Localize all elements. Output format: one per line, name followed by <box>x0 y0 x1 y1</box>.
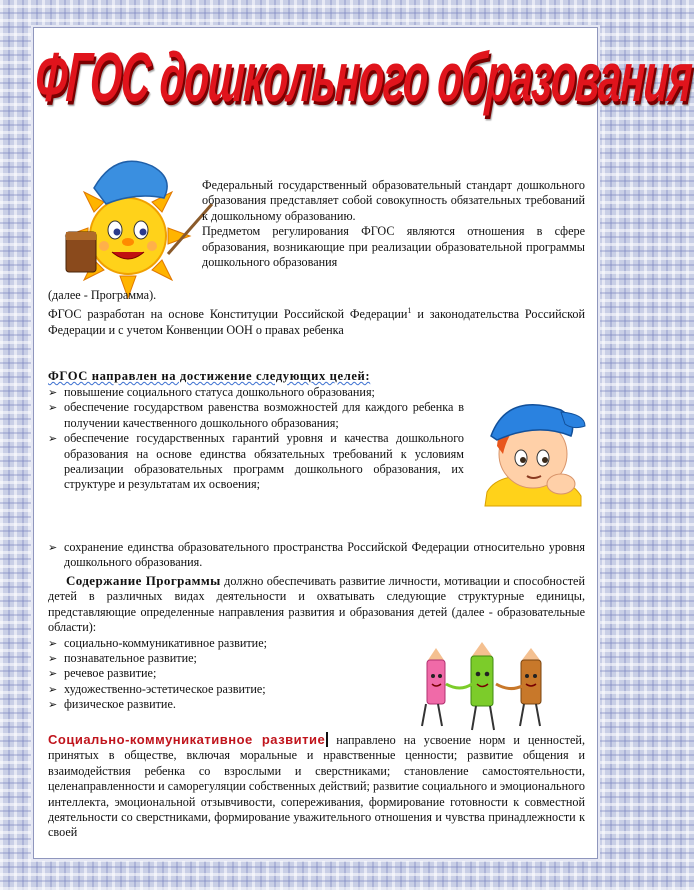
goals-list-continued <box>48 540 585 571</box>
intro-paragraph-3-text: ФГОС разработан на основе Конституции Российской Федерации <box>48 307 408 322</box>
sun-teacher-illustration <box>56 148 216 298</box>
list-item: ➢ обеспечение государством равенства возможностей для каждого ребенка в получении качественного дошкольного образования; <box>48 400 464 431</box>
goals-list <box>48 385 464 493</box>
goals-heading <box>48 369 370 384</box>
list-item: ➢ обеспечение государственных гарантий уровня и качества дошкольного образования на основе единства обязательных требований к условиям реализации образовательных программ дошкольного образования, их структуре и результатам их освоения; <box>48 431 464 493</box>
intro-block <box>202 178 585 270</box>
social-paragraph <box>48 732 585 841</box>
program-paragraph <box>48 573 585 636</box>
social-lead: Социально-коммуникативное развитие <box>48 732 328 747</box>
intro-paragraph-3 <box>48 303 585 338</box>
goals-list-block-2 <box>48 540 585 571</box>
list-item: ➢ познавательное развитие; <box>48 651 585 666</box>
intro-paragraph-1: Федеральный государственный образовательный стандарт дошкольного образования представляет собой совокупность обязательных требований к дошкольному образованию. <box>202 178 585 223</box>
intro-tail <box>48 288 585 338</box>
boy-in-cap-illustration <box>477 396 587 506</box>
list-item: ➢ сохранение единства образовательного пространства Российской Федерации относительно уровня дошкольного образования. <box>48 540 585 571</box>
footnote-mark: 1 <box>407 306 412 316</box>
list-item: ➢ повышение социального статуса дошкольного образования; <box>48 385 464 400</box>
poster-page <box>33 27 694 859</box>
social-block <box>48 732 585 841</box>
list-item: ➢ физическое развитие. <box>48 697 585 712</box>
intro-paragraph-2-end: (далее - Программа). <box>48 288 157 302</box>
goals-list-block <box>48 385 464 493</box>
intro-paragraph-2: Предметом регулирования ФГОС являются отношения в сфере образования, возникающие при реализации образовательной программы дошкольного образования <box>202 224 585 270</box>
dancing-pencils-illustration <box>412 642 562 732</box>
intro-paragraph-3-rest: и законодательства Российской Федерации и с учетом Конвенции ООН о правах ребенка <box>48 307 585 337</box>
program-text: должно обеспечивать развитие личности, мотивации и способностей детей в различных видах деятельности и охватывать следующие структурные единицы, представляющие определенные направления развития и образования детей (далее - образовательные области): <box>48 574 585 635</box>
social-text: направлено на усвоение норм и ценностей, принятых в обществе, включая моральные и нравственные ценности; развитие общения и взаимодействия ребенка со взрослыми и сверстниками; становление самостоятельности, целенаправленности и саморегуляции собственных действий; развитие социального и эмоционального интеллекта, эмоциональной отзывчивости, сопереживания, формирование готовности к совместной деятельности со сверстниками, формирование уважительного отношения и чувства принадлежности к своей <box>48 733 585 840</box>
goals-heading-text: ФГОС направлен на достижение следующих целей: <box>48 369 371 383</box>
program-lead: Содержание Программы <box>66 573 221 588</box>
list-item: ➢ художественно-эстетическое развитие; <box>48 682 585 697</box>
list-item: ➢ социально-коммуникативное развитие; <box>48 636 585 651</box>
poster-title: ФГОС дошкольного образования <box>33 38 694 117</box>
list-item: ➢ речевое развитие; <box>48 666 585 681</box>
